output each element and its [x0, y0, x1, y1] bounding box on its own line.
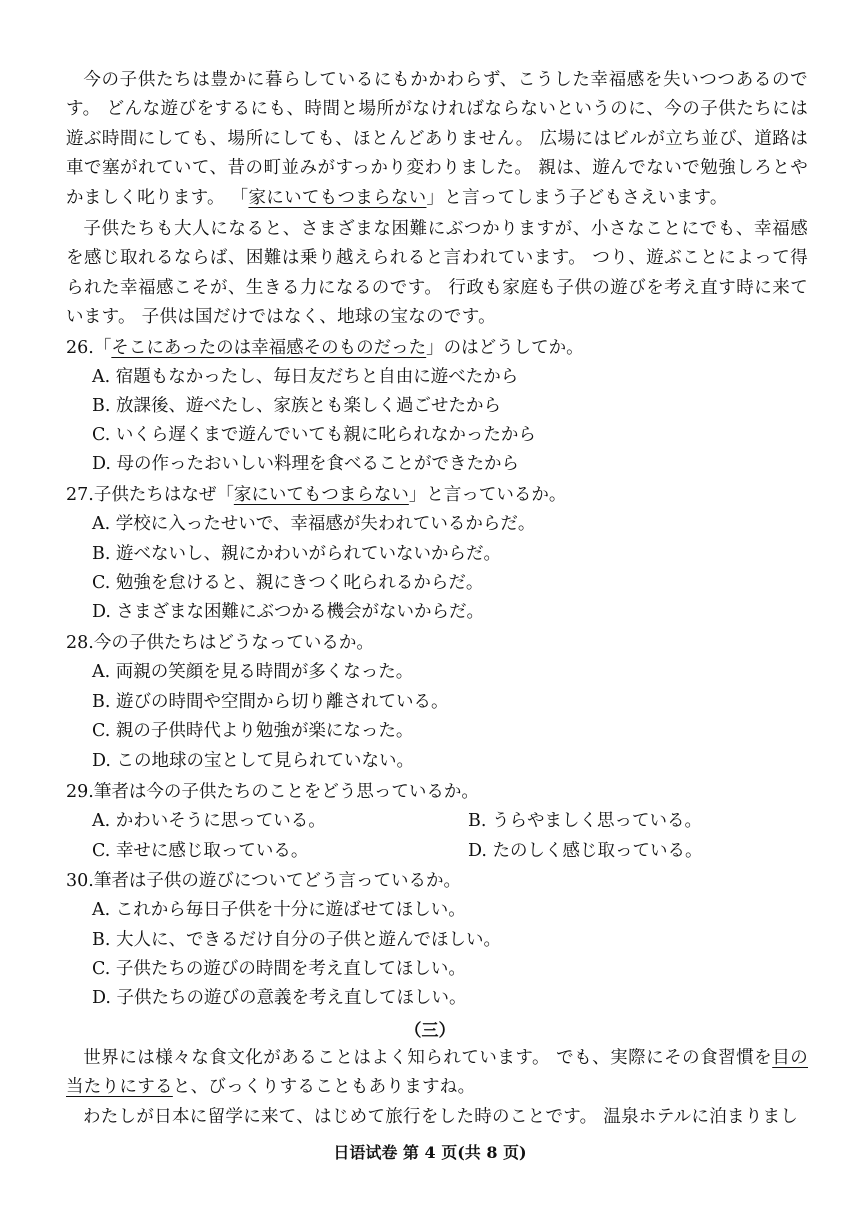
- passage-text: 子供たちも大人になると、さまざまな困難にぶつかりますが、小さなことにでも、幸福感を感じ取れるならば、困難は乗り越えられると言われています。 つり、遊ぶことによって得られた幸福感こそが、生きる力になるのです。 行政も家庭も子供の遊びを考え直す時に来ています。 子供は国だけではなく、地球の宝なのです。: [66, 219, 808, 328]
- question-28: [66, 629, 808, 658]
- option-26-a[interactable]: A. 宿題もなかったし、毎日友だちと自由に遊べたから: [92, 367, 519, 387]
- option-28-b[interactable]: B. 遊びの時間や空間から切り離されている。: [92, 692, 449, 712]
- option-29-b[interactable]: B. うらやましく思っている。: [468, 811, 702, 831]
- underlined-phrase: 家にいてもつまらない: [248, 187, 427, 208]
- question-text: 筆者は子供の遊びについてどう言っているか。: [93, 871, 461, 891]
- option-26-d[interactable]: D. 母の作ったおいしい料理を食べることができたから: [92, 454, 520, 474]
- question-text: 子供たちはなぜ「: [93, 485, 234, 505]
- question-26: [66, 334, 808, 363]
- option-27-c[interactable]: C. 勉強を怠けると、親にきつく叱られるからだ。: [92, 573, 484, 593]
- question-text: 筆者は今の子供たちのことをどう思っているか。: [93, 782, 479, 802]
- question-27: [66, 481, 808, 510]
- option-29-c[interactable]: C. 幸せに感じ取っている。: [92, 841, 309, 861]
- option-29-d[interactable]: D. たのしく感じ取っている。: [468, 841, 703, 861]
- underlined-phrase: 目の当たりにする: [66, 1048, 808, 1098]
- underlined-phrase: 家にいてもつまらない: [233, 485, 409, 505]
- option-26-c[interactable]: C. いくら遅くまで遊んでいても親に叱られなかったから: [92, 425, 536, 445]
- section3-paragraph-2: [66, 1103, 808, 1132]
- passage-text: 今の子供たちは豊かに暮らしているにもかかわらず、こうした幸福感を失いつつあるのです。 どんな遊びをするにも、時間と場所がなければならないというのに、今の子供たちには遊ぶ時間にしても、場所にしても、ほとんどありません。 広場にはビルが立ち並び、道路は車で塞がれていて、昔の町並みがすっかり変わりました。 親は、遊んでないで勉強しろとやかましく叱ります。 「: [66, 70, 808, 208]
- question-number: 28.: [66, 633, 94, 653]
- option-26-b[interactable]: B. 放課後、遊べたし、家族とも楽しく過ごせたから: [92, 396, 501, 416]
- section-heading: （三）: [404, 1021, 456, 1041]
- option-30-c[interactable]: C. 子供たちの遊びの時間を考え直してほしい。: [92, 959, 466, 979]
- question-30: [66, 867, 808, 896]
- passage-paragraph-1: [66, 66, 808, 213]
- question-number: 26.: [66, 338, 94, 358]
- section3-paragraph-1: [66, 1044, 808, 1103]
- option-29-a[interactable]: A. かわいそうに思っている。: [92, 811, 326, 831]
- question-number: 29.: [66, 782, 94, 802]
- option-30-d[interactable]: D. 子供たちの遊びの意義を考え直してほしい。: [92, 988, 467, 1008]
- option-27-a[interactable]: A. 学校に入ったせいで、幸福感が失われているからだ。: [92, 514, 536, 534]
- option-27-b[interactable]: B. 遊べないし、親にかわいがられていないからだ。: [92, 544, 501, 564]
- question-number: 30.: [66, 871, 94, 891]
- option-28-c[interactable]: C. 親の子供時代より勉強が楽になった。: [92, 721, 414, 741]
- option-27-d[interactable]: D. さまざまな困難にぶつかる機会がないからだ。: [92, 602, 485, 622]
- question-text: 」のはどうしてか。: [426, 338, 584, 358]
- option-30-b[interactable]: B. 大人に、できるだけ自分の子供と遊んでほしい。: [92, 930, 501, 950]
- passage-text: と、びっくりすることもありますね。: [172, 1077, 476, 1098]
- passage-text: 」と言ってしまう子どもさえいます。: [426, 187, 728, 208]
- question-text: 「: [93, 338, 112, 358]
- question-number: 27.: [66, 485, 94, 505]
- underlined-phrase: そこにあったのは幸福感そのものだった: [111, 338, 427, 358]
- option-28-d[interactable]: D. この地球の宝として見られていない。: [92, 751, 415, 771]
- passage-text: わたしが日本に留学に来て、はじめて旅行をした時のことです。 温泉ホテルに泊まりまし: [83, 1107, 799, 1127]
- option-30-a[interactable]: A. これから毎日子供を十分に遊ばせてほしい。: [92, 900, 466, 920]
- page-footer: 日语试卷 第 4 页(共 8 页): [333, 1143, 527, 1162]
- passage-paragraph-2: [66, 215, 808, 333]
- question-29: [66, 778, 808, 807]
- option-28-a[interactable]: A. 両親の笑顔を見る時間が多くなった。: [92, 662, 414, 682]
- passage-text: 世界には様々な食文化があることはよく知られています。 でも、実際にその食習慣を: [83, 1048, 773, 1068]
- question-text: 」と言っているか。: [408, 485, 567, 505]
- question-text: 今の子供たちはどうなっているか。: [93, 633, 374, 653]
